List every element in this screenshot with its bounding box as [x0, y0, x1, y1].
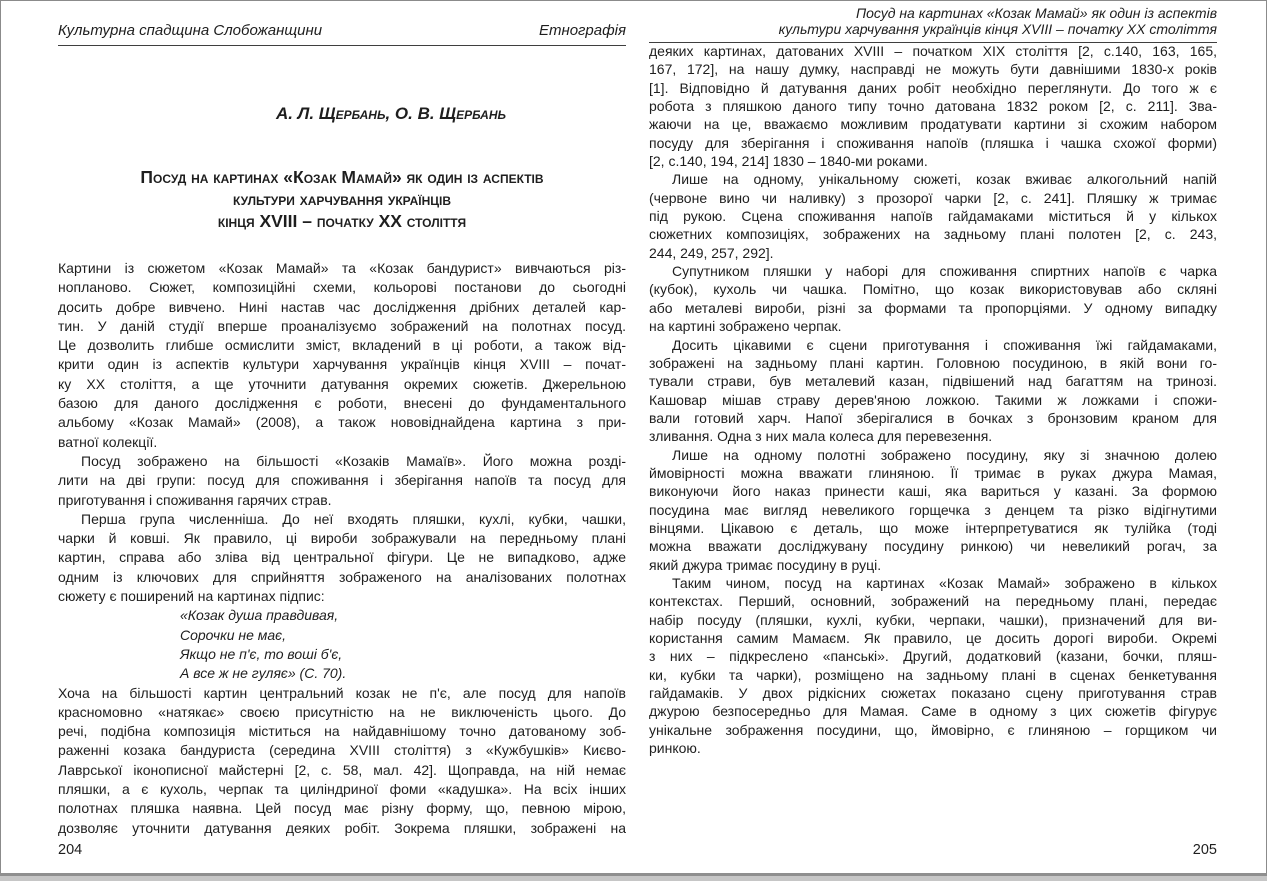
- running-header-section: Етнографія: [538, 22, 626, 39]
- text-line: лити на дві групи: посуд для споживання і зберігання напоїв та посуд для: [58, 472, 626, 489]
- paragraph: [649, 170, 1217, 262]
- text-line: Лише на одному полотні зображено посудину, яку зі значною долею: [672, 446, 1217, 463]
- text-line: (кубок), кухоль чи чашка. Помітно, що козак використовував або скляні: [649, 281, 1217, 298]
- verse-line: Якщо не п'є, то воші б'є,: [180, 645, 343, 662]
- text-line: посудина має вигляд невеликого горщечка з денцем та різко відігнутими: [649, 501, 1217, 518]
- running-header-book-title: Культурна спадщина Слобожанщини: [58, 22, 323, 39]
- text-line: жаючи на це, вважаємо можливим продатувати картини зі схожим набором: [649, 116, 1217, 133]
- text-line: набір посуду (пляшки, кухлі, кубки, черпаки, чашки), призначений для ви-: [649, 611, 1217, 628]
- text-line: або металеві вироби, різні за формами та пропорціями. У одному випадку: [649, 299, 1217, 316]
- text-line: Перша група численніша. До неї входять пляшки, кухлі, кубки, чашки,: [81, 510, 626, 527]
- authors-line: А. Л. Щербань, О. В. Щербань: [275, 104, 506, 123]
- text-line: пляшки, а є кухоль, черпак та циліндриної фоми «кадушка». На всіх інших: [58, 781, 626, 798]
- paragraph: [58, 259, 626, 452]
- text-line: на картині зображено черпак.: [649, 318, 842, 335]
- runhead-line: Посуд на картинах «Козак Мамай» як один із аспектів: [855, 5, 1217, 21]
- body-text-left: [58, 259, 626, 838]
- text-line: деяких картинах, датованих XVIII – початком XIX століття [2, с.140, 163, 165,: [649, 43, 1217, 59]
- text-line: Досить цікавими є сцени приготування і споживання їжі гайдамаками,: [672, 336, 1217, 353]
- text-line: 167, 172], на нашу думку, насправді не можуть бути давнішими 1830-х років: [649, 61, 1217, 78]
- text-line: сюжету є поширений на картинах підпис:: [58, 588, 325, 605]
- paragraph: [649, 262, 1217, 335]
- text-line: [1]. Відповідно й датування даних робіт необхідно переглянути. До того ж є: [649, 79, 1217, 96]
- paragraph: [649, 42, 1217, 170]
- page-right: [649, 1, 1217, 873]
- text-line: з них – підкреслено «панські». Другий, додатковий (казани, бочки, пляш-: [649, 648, 1217, 665]
- paragraph: [649, 574, 1217, 757]
- text-line: картин, справа або зліва від центральної фігури. Це не випадково, адже: [58, 549, 626, 566]
- text-line: ринкою.: [649, 740, 701, 757]
- text-line: ватної колекції.: [58, 433, 158, 450]
- text-line: 244, 249, 257, 292].: [649, 244, 774, 261]
- text-line: Хоча на більшості картин центральний козак не п'є, але посуд для напоїв: [58, 684, 626, 701]
- page-number-left: 204: [58, 842, 83, 858]
- text-line: полотнах пляшка наявна. Цей посуд має різну форму, що, певною мірою,: [58, 800, 626, 817]
- paragraph: [58, 510, 626, 606]
- paragraph: [649, 446, 1217, 574]
- text-line: Посуд зображено на більшості «Козаків Мамаїв». Його можна розді-: [81, 452, 626, 469]
- page-number-right: 205: [1192, 842, 1217, 858]
- text-line: тин. У даній студії вперше проаналізуємо зображений на полотнах посуд.: [58, 317, 626, 334]
- paragraph: [58, 452, 626, 510]
- text-line: речі, подібна композиція міститься на найдавнішому точно датованому зоб-: [58, 723, 626, 740]
- text-line: дозволяє уточнити датування деяких робіт. Зокрема пляшки, зображені на: [58, 819, 626, 836]
- verse-line: «Козак душа правдивая,: [180, 607, 339, 624]
- text-line: Лаврської іконописної майстерні [2, с. 58, мал. 42]. Щоправда, на ній немає: [58, 761, 626, 778]
- text-line: чарки й ковші. Як правило, ці вироби зображували на передньому плані: [58, 530, 626, 547]
- text-line: користання самим Мамаєм. Як правило, це досить дорогі вироби. Окремі: [649, 630, 1217, 646]
- text-line: унікальне зображення посудини, що, ймовірно, є глиняною – горщиком чи: [649, 721, 1217, 738]
- paragraph-group-top: [58, 259, 626, 606]
- text-line: зливання. Одна з них мала колеса для перевезення.: [649, 428, 993, 445]
- text-line: сюжетних композиціях, зображених на задньому плані полотен [2, с. 243,: [649, 226, 1217, 243]
- text-line: робота з пляшкою даного типу точно датована 1832 роком [2, с. 211]. Зва-: [649, 98, 1217, 115]
- runhead-line: культури харчування українців кінця XVIII – початку XX століття: [778, 20, 1217, 37]
- paragraph-group-bottom: [58, 684, 626, 838]
- running-header-left: [58, 22, 626, 46]
- text-line: контекстах. Перший, основний, зображений на передньому плані, передає: [649, 593, 1217, 610]
- text-line: приготування і споживання гарячих страв.: [58, 491, 332, 508]
- text-line: гайдамаків. У двох рідкісних сюжетах показано сцену приготування страв: [649, 685, 1217, 702]
- text-line: Таким чином, посуд на картинах «Козак Мамай» зображено в кількох: [672, 574, 1217, 591]
- text-line: зображені на задньому плані картин. Головною посудиною, в якій вони го-: [649, 354, 1217, 371]
- text-line: альбому «Козак Мамай» (2008), а також нововіднайдена картина з при-: [58, 414, 626, 431]
- page-left: [58, 1, 626, 873]
- running-header-right: [649, 6, 1217, 43]
- text-line: посуду для зберігання і споживання напоїв (пляшка і чашка схожої форми): [649, 134, 1217, 151]
- title-line: кінця XVIII – початку XX століття: [217, 210, 467, 231]
- body-text-right: [649, 42, 1217, 757]
- text-line: досить добре вивчено. Нині настав час дослідження дрібних деталей кар-: [58, 298, 626, 315]
- text-line: ки, кубки та чарки), розміщено на задньому плані в сценах бенкетування: [649, 666, 1217, 683]
- text-line: вали готовий харч. Напої зберігалися в бочках з бронзовим краном для: [649, 409, 1217, 426]
- text-line: крити один із аспектів культури харчування українців кінця XVIII – почат-: [58, 356, 626, 373]
- text-line: під рукою. Сцена споживання напоїв гайдамаками міститься й у кількох: [649, 208, 1217, 225]
- title-line: Посуд на картинах «Козак Мамай» як один із аспектів: [140, 167, 544, 187]
- text-line: нопланово. Сюжет, композиційні схеми, кольорові постанови до сьогодні: [58, 279, 626, 296]
- article-title: [58, 167, 626, 232]
- paragraph: [58, 684, 626, 838]
- text-line: ку XX століття, а ще уточнити датування окремих сюжетів. Джерельною: [58, 375, 626, 392]
- text-line: раженні козака бандуриста (середина XVIII століття) з «Кужбушків» Києво-: [58, 742, 626, 759]
- text-line: Картини із сюжетом «Козак Мамай» та «Козак бандурист» вивчаються різ-: [58, 260, 626, 276]
- text-line: тували страви, був металевий казан, підвішений над багаттям на тринозі.: [649, 373, 1217, 390]
- text-line: [2, с.140, 194, 214] 1830 – 1840-ми роками.: [649, 153, 928, 170]
- text-line: Лише на одному, унікальному сюжеті, козак вживає алкогольний напій: [672, 171, 1217, 188]
- text-line: виконуючи його наказ принести каші, яка вариться у казані. За формою: [649, 483, 1217, 500]
- text-line: який джура тримає посудину в руці.: [649, 556, 882, 573]
- text-line: (червоне вино чи наливку) з прозорої чарки [2, с. 241]. Пляшку ж тримає: [649, 189, 1217, 206]
- text-line: базою для даного дослідження є роботи, внесені до фундаментального: [58, 395, 626, 412]
- text-line: вінцями. Цікавою є деталь, що може інтерпретуватися як тулійка (тоді: [649, 519, 1217, 536]
- text-line: джурою безпосередньо для Мамая. Саме в одному з цих сюжетів фігурує: [649, 703, 1217, 720]
- text-line: ймовірності можна вважати глиняною. Її тримає в руках джура Мамая,: [649, 464, 1217, 481]
- text-line: Кашовар мішав страву дерев'яною ложкою. Такими ж ложками і спожи-: [649, 391, 1217, 408]
- text-line: Супутником пляшки у наборі для споживання спиртних напоїв є чарка: [672, 263, 1217, 280]
- window-bottom-edge-light: [0, 876, 1267, 881]
- verse-line: А все ж не гуляє» (С. 70).: [180, 665, 347, 682]
- text-line: одним із ключових для сприйняття зображеного на аналізованих полотнах: [58, 568, 626, 585]
- paragraph: [649, 336, 1217, 446]
- text-line: красномовно «натякає» своєю присутністю на не виключеність цього. До: [58, 703, 626, 720]
- text-line: можна вважати досліджувану посудину ринкою) чи невеликий рогач, за: [649, 538, 1217, 555]
- title-line: культури харчування українців: [232, 188, 452, 209]
- text-line: Це дозволить глибше осмислити зміст, вкладений в ці роботи, а також від-: [58, 337, 626, 354]
- verse-line: Сорочки не має,: [180, 626, 286, 643]
- verse-quote: [58, 606, 626, 683]
